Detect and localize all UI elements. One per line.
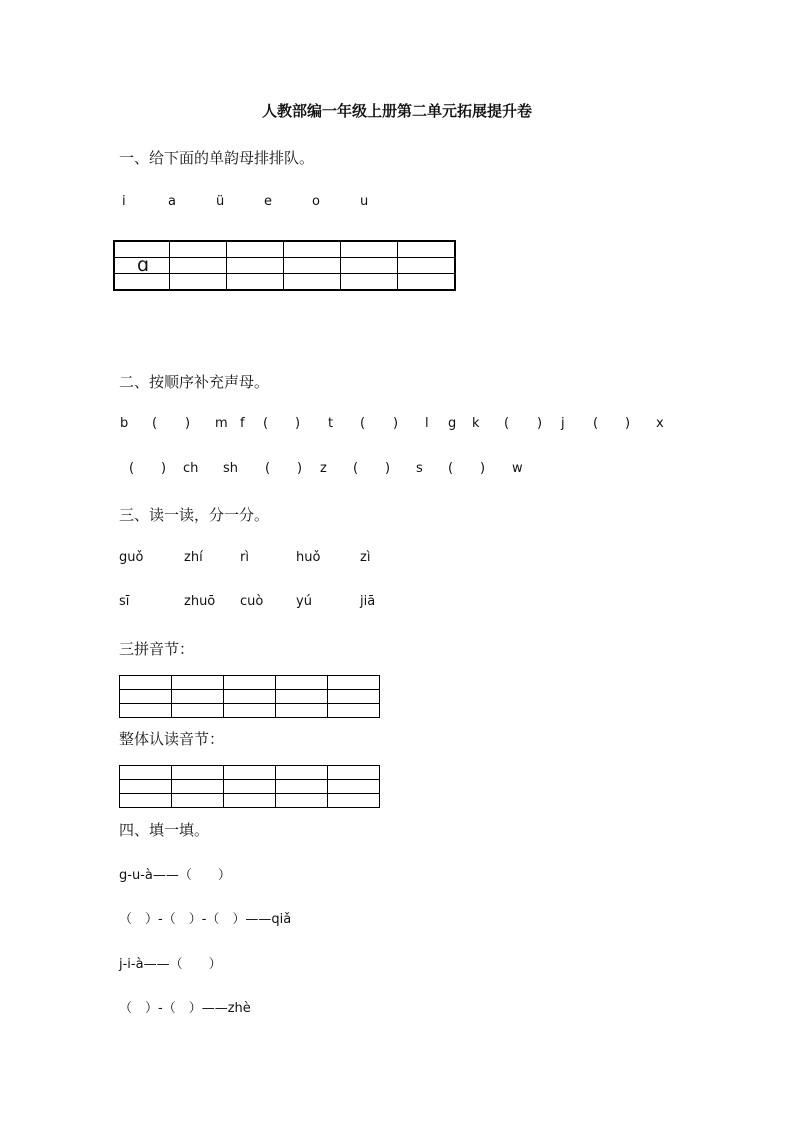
initial-token: x	[656, 416, 664, 431]
three-part-syllables-label: 三拼音节：	[119, 640, 195, 658]
vowel-letter: i	[122, 194, 126, 209]
vowel-letter: a	[168, 194, 176, 209]
syllable: rì	[240, 550, 249, 565]
blank-close: )	[297, 461, 303, 476]
syllable: huǒ	[296, 550, 321, 565]
fill-line: （ ）-（ ）-（ ）——qiǎ	[119, 912, 292, 927]
fill-line: （ ）-（ ）——zhè	[119, 1001, 251, 1016]
blank-close: )	[480, 461, 486, 476]
blank-open: (	[448, 461, 454, 476]
vowel-letter: o	[312, 194, 320, 209]
grid-example-letter: ɑ	[114, 258, 169, 274]
blank-open: (	[504, 416, 510, 431]
vowel-order-grid	[113, 240, 456, 291]
initial-token: z	[320, 461, 327, 476]
syllable: sī	[119, 594, 130, 609]
initial-token: l	[425, 416, 429, 431]
initial-token: sh	[223, 461, 239, 476]
vowel-letter: u	[360, 194, 369, 209]
initial-token: w	[512, 461, 523, 476]
syllable: cuò	[240, 594, 264, 609]
blank-open: (	[593, 416, 599, 431]
blank-close: )	[393, 416, 399, 431]
syllable: zhuō	[184, 594, 216, 609]
blank-close: )	[295, 416, 301, 431]
blank-open: (	[265, 461, 271, 476]
syllable: zhí	[184, 550, 203, 565]
fill-line: g-u-à——（ ）	[119, 868, 231, 883]
initial-token: k	[472, 416, 480, 431]
three-part-syllables-grid	[119, 675, 380, 718]
whole-syllables-grid	[119, 765, 380, 808]
syllable: guǒ	[119, 550, 144, 565]
blank-open: (	[353, 461, 359, 476]
initial-token: t	[328, 416, 334, 431]
initial-token: s	[416, 461, 423, 476]
initial-token: m	[215, 416, 228, 431]
blank-open: (	[152, 416, 158, 431]
initial-token: b	[120, 416, 129, 431]
whole-syllables-label: 整体认读音节：	[119, 730, 225, 748]
vowel-letter: ü	[216, 194, 225, 209]
section1-heading: 一、给下面的单韵母排排队。	[119, 149, 315, 167]
fill-line: j-i-à——（ ）	[119, 957, 222, 972]
blank-open: (	[360, 416, 366, 431]
blank-open: (	[129, 461, 135, 476]
syllable: yú	[296, 594, 312, 609]
worksheet-title: 人教部编一年级上册第二单元拓展提升卷	[261, 102, 532, 120]
section3-heading: 三、读一读，分一分。	[119, 506, 270, 524]
section2-heading: 二、按顺序补充声母。	[119, 373, 270, 391]
syllable: zì	[360, 550, 371, 565]
vowel-letter: e	[264, 194, 272, 209]
syllable: jiā	[360, 594, 376, 609]
blank-close: )	[161, 461, 167, 476]
initial-token: ch	[183, 461, 199, 476]
blank-open: (	[263, 416, 269, 431]
blank-close: )	[385, 461, 391, 476]
blank-close: )	[537, 416, 543, 431]
initial-token: g	[448, 416, 457, 431]
blank-close: )	[625, 416, 631, 431]
initial-token: j	[561, 416, 565, 431]
blank-close: )	[185, 416, 191, 431]
initial-token: f	[240, 416, 245, 431]
section4-heading: 四、填一填。	[119, 821, 210, 839]
